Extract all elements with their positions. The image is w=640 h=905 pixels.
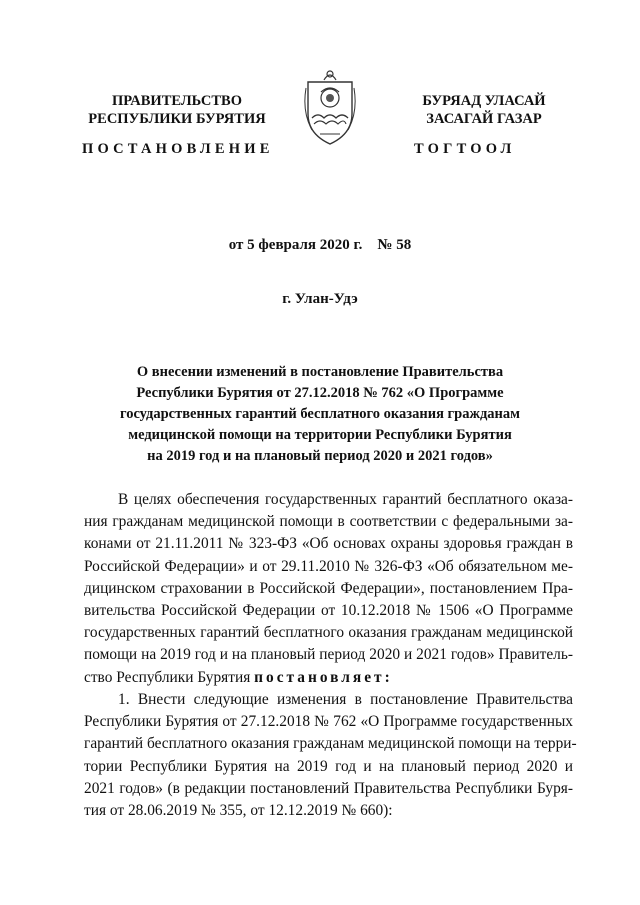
title-line: государственных гарантий бесплатного оказания гражданам (119, 406, 521, 422)
paragraph-line: тия от 28.06.2019 № 355, от 12.12.2019 № 660): (84, 801, 393, 819)
paragraph-line: 2021 годов» (в редакции постановлений Правительства Республики Буря- (84, 779, 573, 797)
header-right-line2: ЗАСАГАЙ ГАЗАР (426, 111, 542, 127)
paragraph-line: дицинском страховании в Российской Федерации», постановлением Пра- (84, 579, 573, 597)
header-right-line1: БУРЯАД УЛАСАЙ (422, 93, 546, 109)
paragraph-line: 1. Внести следующие изменения в постановление Правительства (118, 691, 573, 708)
paragraph-line: тории Республики Бурятия на 2019 год и на плановый период 2020 и (84, 757, 573, 775)
paragraph-last-prefix: ство Республики Бурятия (84, 668, 255, 686)
header-left-line1: ПРАВИТЕЛЬСТВО (112, 93, 242, 109)
title-line: медицинской помощи на территории Республики Бурятия (128, 427, 512, 443)
government-name-buryat (384, 92, 584, 128)
coat-of-arms-emblem (300, 68, 360, 148)
title-line: Республики Бурятия от 27.12.2018 № 762 «О Программе (136, 385, 504, 401)
title-line: О внесении изменений в постановление Правительства (136, 364, 504, 380)
paragraph-line: конами от 21.11.2011 № 323-ФЗ «Об основах охраны здоровья граждан в (84, 535, 573, 553)
government-name-russian (58, 92, 296, 128)
date-and-number: от 5 февраля 2020 г. № 58 (228, 237, 412, 253)
paragraph-line: гарантий бесплатного оказания гражданам медицинской помощи на терри- (84, 735, 577, 753)
paragraph-line: вительства Российской Федерации от 10.12.2018 № 1506 «О Программе (84, 601, 573, 619)
city: г. Улан-Удэ (282, 291, 358, 307)
resolves-word: постановляет: (254, 668, 393, 686)
paragraph-line: помощи на 2019 год и на плановый период 2020 и 2021 годов» Правитель- (84, 646, 573, 664)
paragraph-last-line (84, 667, 573, 689)
document-type-russian: ПОСТАНОВЛЕНИЕ (82, 141, 274, 157)
title-line: на 2019 год и на плановый период 2020 и 2021 годов» (147, 448, 493, 464)
document-title (100, 362, 540, 467)
paragraph-line: ния гражданам медицинской помощи в соответствии с федеральными за- (84, 513, 573, 531)
paragraph-line: государственных гарантий бесплатного оказания гражданам медицинской (84, 624, 573, 642)
preamble-paragraph (84, 489, 573, 689)
item-1-paragraph (84, 689, 577, 822)
paragraph-line: Республики Бурятия от 27.12.2018 № 762 «О Программе государственных (84, 713, 573, 731)
document-type-buryat: ТОГТООЛ (414, 141, 516, 157)
header-left-line2: РЕСПУБЛИКИ БУРЯТИЯ (88, 111, 266, 127)
paragraph-line: Российской Федерации» и от 29.11.2010 № 326-ФЗ «Об обязательном ме- (84, 557, 573, 575)
paragraph-line: В целях обеспечения государственных гарантий бесплатного оказа- (118, 491, 573, 508)
